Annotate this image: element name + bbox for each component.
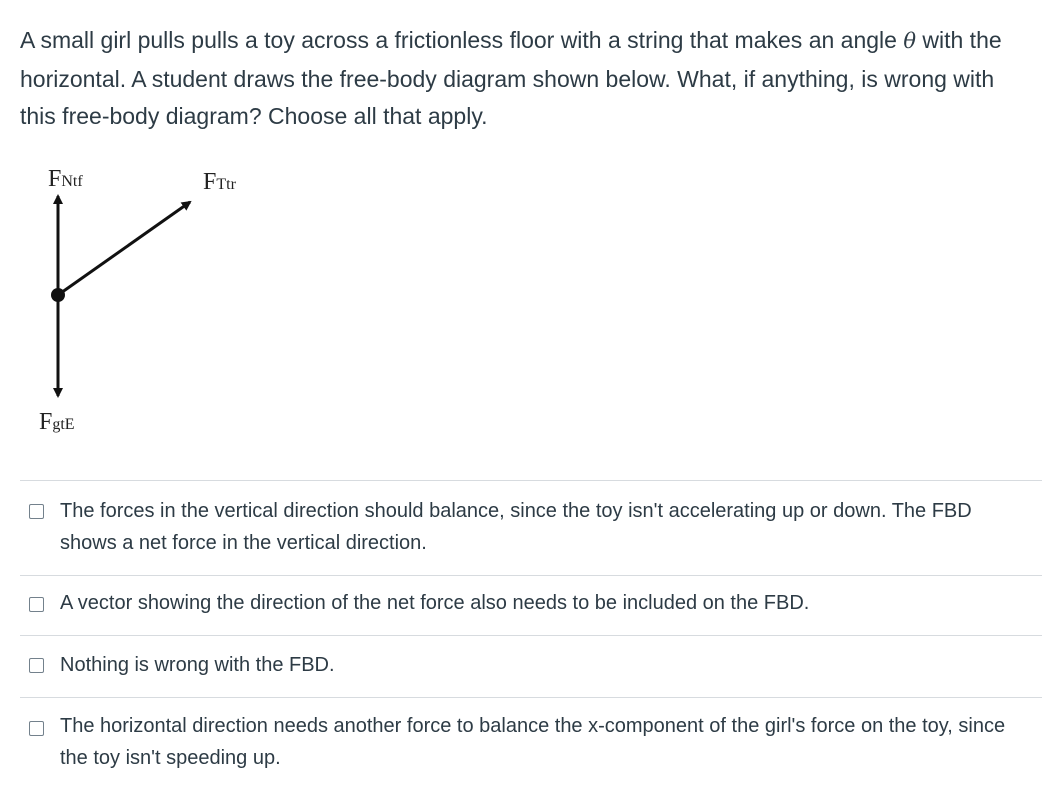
answer-option-4[interactable] [20,698,1042,794]
gravity-force-label-sub: gtE [52,416,75,433]
gravity-force-label-main: F [39,409,53,435]
normal-force-label-sub: Ntf [61,173,83,190]
answer-option-2[interactable] [20,576,1042,636]
free-body-diagram [20,160,280,450]
gravity-force-label [39,410,75,437]
answer-3-label[interactable]: Nothing is wrong with the FBD. [60,654,335,676]
answer-4-label[interactable]: The horizontal direction needs another force to balance the x-component of the girl's force on the toy, since the toy isn't speeding up. [60,715,1006,769]
answer-3-checkbox[interactable] [29,658,44,673]
normal-force-label-main: F [48,166,62,192]
answer-2-label[interactable]: A vector showing the direction of the net force also needs to be included on the FBD. [60,592,810,614]
theta-symbol: θ [903,29,916,53]
question-text-start: A small girl pulls pulls a toy across a frictionless floor with a string that makes an angle [20,27,897,53]
free-body-diagram-drawing [20,160,280,450]
question-text-end: with the horizontal. A student draws the free-body diagram shown below. What, if anything, is wrong with this free-body diagram? Choose all that apply. [20,27,1002,129]
tension-force-label-sub: Ttr [216,176,236,193]
answer-4-checkbox[interactable] [29,721,44,736]
question-text [20,22,1020,136]
answer-option-1[interactable] [20,481,1042,576]
tension-force-label-main: F [203,169,217,195]
normal-force-label [48,167,83,194]
answer-1-label[interactable]: The forces in the vertical direction should balance, since the toy isn't accelerating up or down. The FBD shows a net force in the vertical direction. [60,500,972,554]
answer-2-checkbox[interactable] [29,597,44,612]
answer-option-3[interactable] [20,636,1042,698]
tension-force-label [203,170,236,197]
tension-force-vector [58,202,190,295]
object-point [51,288,65,302]
answer-1-checkbox[interactable] [29,504,44,519]
answer-list [20,480,1042,794]
